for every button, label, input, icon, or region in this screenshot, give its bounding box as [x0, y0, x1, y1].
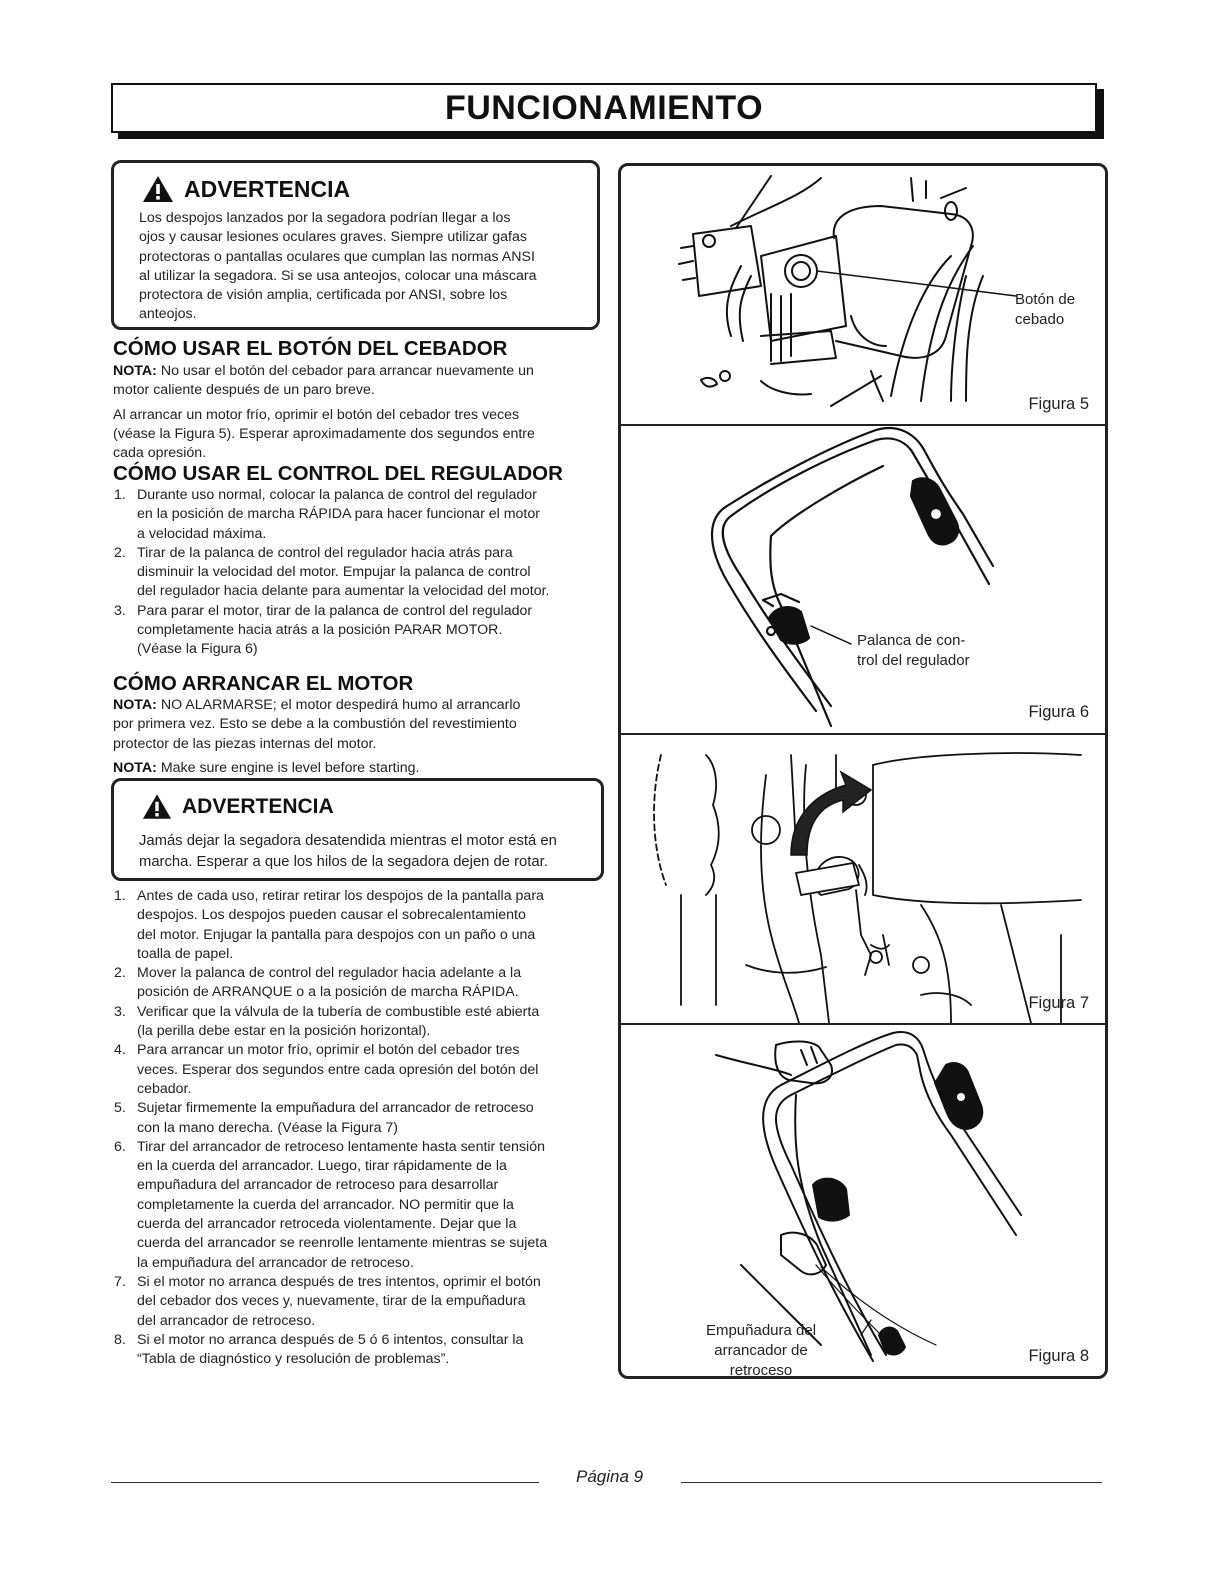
note-text: Make sure engine is level before starting.	[156, 759, 420, 776]
step-line: completamente hacia atrás a la posición PARAR MOTOR.	[137, 622, 503, 639]
list-item	[113, 964, 601, 1003]
step-line: (la perilla debe estar en la posición horizontal).	[137, 1023, 431, 1040]
list-item	[113, 602, 601, 660]
warning-line: anteojos.	[139, 306, 197, 323]
list-item	[113, 1003, 601, 1042]
step-line: completamente la cuerda del arrancador. NO permitir que la	[137, 1196, 514, 1213]
list-item	[113, 887, 601, 964]
warning-triangle-icon	[142, 793, 172, 820]
step-line: Para arrancar un motor frío, oprimir el botón del cebador tres	[137, 1042, 520, 1059]
warning-line: al utilizar la segadora. Si se usa anteojos, colocar una máscara	[139, 267, 537, 284]
step-number: 1.	[114, 487, 126, 503]
figure-label	[701, 1321, 821, 1379]
step-line: Durante uso normal, colocar la palanca de control del regulador	[137, 487, 537, 503]
step-line: Antes de cada uso, retirar retirar los despojos de la pantalla para	[137, 888, 544, 904]
step-line: del regulador hacia delante para aumentar la velocidad del motor.	[137, 583, 550, 600]
note-label: NOTA:	[113, 363, 157, 379]
step-line: Tirar de la palanca de control del regulador hacia atrás para	[137, 544, 513, 561]
note-text: motor caliente después de un paro breve.	[113, 382, 375, 399]
figure-7	[621, 735, 1105, 1023]
step-line: del cebador dos veces y, nuevamente, tirar de la empuñadura	[137, 1293, 526, 1310]
warning-title: ADVERTENCIA	[182, 794, 334, 818]
step-line: en la cuerda del arrancador. Luego, tirar rápidamente de la	[137, 1158, 507, 1175]
note-text: No usar el botón del cebador para arrancar nuevamente un	[156, 363, 534, 379]
step-number: 2.	[114, 544, 126, 561]
note-paragraph	[113, 759, 601, 778]
label-line: trol del regulador	[857, 652, 970, 669]
warning-line: protectoras o pantallas oculares que cumplan las normas ANSI	[139, 248, 535, 265]
section-start-steps	[113, 887, 601, 1369]
warning-triangle-icon	[142, 175, 174, 203]
section-heading: CÓMO USAR EL BOTÓN DEL CEBADOR	[113, 337, 508, 360]
step-line: (Véase la Figura 6)	[137, 641, 258, 658]
label-line: cebado	[1015, 311, 1065, 328]
rotate-arrow-icon	[771, 760, 881, 870]
note-label: NOTA:	[113, 697, 157, 713]
step-line: disminuir la velocidad del motor. Empujar la palanca de control	[137, 564, 531, 581]
list-item	[113, 1331, 601, 1370]
list-item	[113, 1138, 601, 1273]
step-line: Sujetar firmemente la empuñadura del arrancador de retroceso	[137, 1100, 534, 1117]
step-line: Si el motor no arranca después de tres intentos, oprimir el botón	[137, 1273, 541, 1290]
step-line: a velocidad máxima.	[137, 525, 267, 542]
figure-caption: Figura 6	[1028, 703, 1089, 721]
label-line: Palanca de con-	[857, 632, 966, 649]
page-number: Página 9	[576, 1467, 644, 1486]
warning-line: Jamás dejar la segadora desatendida mientras el motor está en	[139, 833, 557, 849]
step-line: Si el motor no arranca después de 5 ó 6 intentos, consultar la	[137, 1331, 524, 1348]
paragraph-line: cada opresión.	[113, 445, 207, 462]
step-line: del motor. Enjugar la pantalla para despojos con un paño o una	[137, 926, 536, 943]
step-line: Tirar del arrancador de retroceso lentamente hasta sentir tensión	[137, 1138, 545, 1155]
warning-title: ADVERTENCIA	[184, 175, 351, 202]
step-number: 7.	[114, 1273, 126, 1290]
warning-title-row	[142, 793, 334, 820]
warning-title-row	[142, 175, 350, 203]
step-list	[113, 887, 601, 1369]
note-text: por primera vez. Esto se debe a la combustión del revestimiento	[113, 716, 517, 733]
step-line: cebador.	[137, 1080, 192, 1097]
footer-rule-right	[681, 1482, 1102, 1483]
step-number: 4.	[114, 1042, 126, 1059]
figure-5	[621, 166, 1105, 424]
paragraph-line: Al arrancar un motor frío, oprimir el botón del cebador tres veces	[113, 406, 520, 423]
figure-caption: Figura 7	[1028, 994, 1089, 1012]
list-item	[113, 486, 601, 544]
list-item	[113, 1273, 601, 1331]
paragraph	[113, 406, 601, 464]
step-line: “Tabla de diagnóstico y resolución de problemas”.	[137, 1351, 450, 1368]
note-text: protector de las piezas internas del motor.	[113, 735, 377, 752]
step-number: 6.	[114, 1138, 126, 1155]
step-line: toalla de papel.	[137, 945, 234, 962]
label-line: Botón de	[1015, 291, 1076, 308]
step-number: 8.	[114, 1331, 126, 1348]
step-line: en la posición de marcha RÁPIDA para hacer funcionar el motor	[137, 506, 540, 523]
figure-caption: Figura 8	[1028, 1347, 1089, 1365]
figure-6	[621, 426, 1105, 733]
step-list	[113, 486, 601, 660]
step-line: Mover la palanca de control del regulador hacia adelante a la	[137, 965, 522, 982]
step-line: del arrancador de retroceso.	[137, 1312, 316, 1329]
warning-line: marcha. Esperar a que los hilos de la segadora dejen de rotar.	[139, 854, 548, 870]
warning-line: Los despojos lanzados por la segadora podrían llegar a los	[139, 210, 511, 226]
list-item	[113, 544, 601, 602]
note-paragraph	[113, 362, 601, 401]
step-line: Para parar el motor, tirar de la palanca de control del regulador	[137, 602, 533, 619]
page-title: FUNCIONAMIENTO	[444, 88, 764, 127]
step-number: 3.	[114, 602, 126, 619]
note-label: NOTA:	[113, 759, 157, 776]
warning-line: protectora de visión amplia, certificada por ANSI, sobre los	[139, 287, 508, 304]
step-line: empuñadura del arrancador de retroceso para desarrollar	[137, 1177, 499, 1194]
label-line: Empuñadura del	[705, 1322, 817, 1339]
label-line: arrancador de	[714, 1342, 808, 1359]
step-line: despojos. Los despojos pueden causar el sobrecalentamiento	[137, 907, 526, 924]
step-number: 1.	[114, 888, 126, 904]
warning-line: ojos y causar lesiones oculares graves. Siempre utilizar gafas	[139, 229, 527, 246]
recoil-starter-illustration	[621, 1025, 1105, 1376]
label-line: retroceso	[729, 1362, 793, 1379]
list-item	[113, 1041, 601, 1099]
warning-text	[139, 209, 594, 325]
paragraph-line: (véase la Figura 5). Esperar aproximadamente dos segundos entre	[113, 425, 535, 442]
figure-column	[618, 163, 1108, 1379]
step-number: 2.	[114, 965, 126, 982]
section-heading: CÓMO ARRANCAR EL MOTOR	[113, 672, 414, 695]
step-line: con la mano derecha. (Véase la Figura 7)	[137, 1119, 399, 1136]
step-line: veces. Esperar dos segundos entre cada opresión del botón del	[137, 1061, 539, 1078]
step-line: posición de ARRANQUE o a la posición de marcha RÁPIDA.	[137, 984, 519, 1001]
warning-box-eye-protection	[111, 160, 600, 330]
section-choke	[113, 337, 601, 463]
step-line: Verificar que la válvula de la tubería de combustible esté abierta	[137, 1003, 540, 1020]
list-item	[113, 1099, 601, 1138]
figure-label	[857, 631, 970, 671]
section-header	[111, 83, 1097, 133]
step-number: 3.	[114, 1003, 126, 1020]
section-heading: CÓMO USAR EL CONTROL DEL REGULADOR	[113, 462, 563, 485]
step-number: 5.	[114, 1100, 126, 1117]
figure-label	[1015, 290, 1075, 330]
warning-box-unattended	[111, 778, 604, 881]
footer-rule-left	[111, 1482, 539, 1483]
note-text: NO ALARMARSE; el motor despedirá humo al arrancarlo	[156, 697, 521, 713]
figure-caption: Figura 5	[1028, 395, 1089, 413]
section-start-engine	[113, 672, 601, 778]
step-line: cuerda del arrancador retroceda violentamente. Dejar que la	[137, 1216, 517, 1233]
throttle-lever-illustration	[621, 426, 1105, 733]
step-line: cuerda del arrancador se reenrolle lentamente mientras se sujeta	[137, 1235, 548, 1252]
warning-text	[139, 831, 599, 873]
step-line: la empuñadura del arrancador de retroceso.	[137, 1254, 414, 1271]
note-paragraph	[113, 696, 601, 754]
section-throttle	[113, 462, 601, 660]
figure-8	[621, 1025, 1105, 1379]
